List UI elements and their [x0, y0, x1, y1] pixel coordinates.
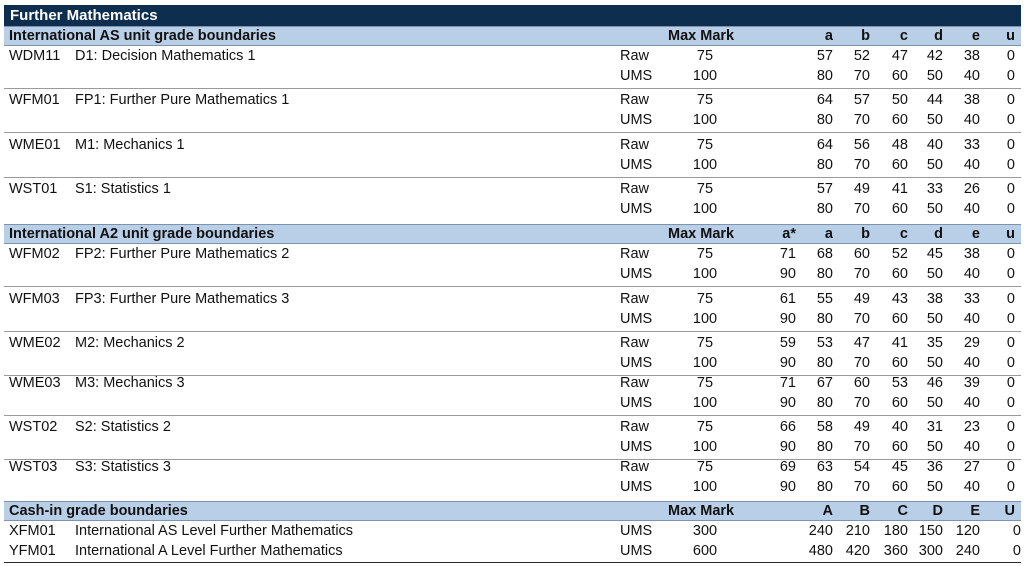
grade-value: 50 [926, 266, 943, 282]
unit-code: WST03 [9, 459, 58, 475]
raw-label: Raw [620, 181, 650, 197]
unit-code: WST01 [9, 181, 58, 197]
unit-name: S1: Statistics 1 [75, 181, 171, 197]
ums-label: UMS [620, 543, 653, 559]
grade-value: 38 [963, 246, 980, 262]
grade-header: d [934, 28, 943, 44]
max-mark-value: 75 [696, 246, 714, 262]
grade-value: 50 [926, 311, 943, 327]
grade-value: 0 [1006, 246, 1015, 262]
raw-label: Raw [620, 137, 650, 153]
grade-value: 40 [963, 68, 980, 84]
grade-value: 60 [891, 112, 908, 128]
grade-value: 90 [779, 266, 796, 282]
unit-code: WME02 [9, 335, 61, 351]
grade-header: a [824, 28, 833, 44]
ums-label: UMS [620, 157, 653, 173]
grade-header: c [899, 226, 908, 242]
qualification-name: International AS Level Further Mathematics [75, 523, 354, 539]
raw-label: Raw [620, 92, 650, 108]
grade-value: 180 [883, 523, 908, 539]
grade-value: 80 [816, 479, 833, 495]
row-divider [4, 88, 1021, 89]
grade-value: 0 [1006, 355, 1015, 371]
unit-name: S3: Statistics 3 [75, 459, 171, 475]
grade-header: b [861, 226, 870, 242]
grade-value: 60 [891, 355, 908, 371]
grade-value: 47 [891, 48, 908, 64]
max-mark-value: 100 [692, 112, 718, 128]
grade-header: U [1004, 503, 1015, 519]
grade-value: 0 [1006, 419, 1015, 435]
max-mark-value: 600 [692, 543, 718, 559]
grade-value: 80 [816, 157, 833, 173]
grade-value: 0 [1006, 266, 1015, 282]
grade-value: 0 [1006, 92, 1015, 108]
grade-value: 70 [853, 157, 870, 173]
raw-label: Raw [620, 48, 650, 64]
raw-label: Raw [620, 419, 650, 435]
grade-header: a [824, 226, 833, 242]
grade-header: e [971, 226, 980, 242]
ums-label: UMS [620, 201, 653, 217]
qualification-name: International A Level Further Mathematics [75, 543, 343, 559]
grade-value: 38 [926, 291, 943, 307]
grade-value: 49 [853, 419, 870, 435]
grade-value: 0 [1006, 459, 1015, 475]
max-mark-value: 100 [692, 479, 718, 495]
grade-value: 58 [816, 419, 833, 435]
grade-value: 38 [963, 48, 980, 64]
max-mark-value: 100 [692, 311, 718, 327]
grade-value: 150 [918, 523, 943, 539]
grade-value: 60 [891, 311, 908, 327]
max-mark-value: 100 [692, 395, 718, 411]
grade-value: 40 [963, 479, 980, 495]
grade-value: 50 [926, 201, 943, 217]
grade-value: 31 [926, 419, 943, 435]
grade-value: 0 [1006, 181, 1015, 197]
grade-value: 70 [853, 355, 870, 371]
max-mark-value: 100 [692, 439, 718, 455]
grade-value: 50 [926, 68, 943, 84]
grade-value: 90 [779, 311, 796, 327]
grade-value: 60 [853, 246, 870, 262]
grade-value: 66 [779, 419, 796, 435]
grade-value: 360 [883, 543, 908, 559]
grade-value: 36 [926, 459, 943, 475]
grade-value: 0 [1006, 291, 1015, 307]
grade-value: 60 [891, 157, 908, 173]
ums-label: UMS [620, 395, 653, 411]
max-mark-value: 75 [696, 459, 714, 475]
max-mark-value: 75 [696, 335, 714, 351]
max-mark-header: Max Mark [668, 28, 735, 44]
grade-value: 50 [926, 395, 943, 411]
grade-value: 0 [1006, 311, 1015, 327]
unit-code: WFM02 [9, 246, 60, 262]
max-mark-header: Max Mark [668, 226, 735, 242]
grade-value: 46 [926, 375, 943, 391]
grade-value: 0 [1006, 157, 1015, 173]
ums-label: UMS [620, 68, 653, 84]
max-mark-value: 300 [692, 523, 718, 539]
qualification-code: XFM01 [9, 523, 56, 539]
grade-value: 0 [1006, 68, 1015, 84]
grade-header: d [934, 226, 943, 242]
grade-value: 50 [926, 157, 943, 173]
grade-value: 0 [1006, 395, 1015, 411]
unit-name: S2: Statistics 2 [75, 419, 171, 435]
grade-value: 53 [816, 335, 833, 351]
grade-value: 70 [853, 266, 870, 282]
grade-value: 0 [1006, 137, 1015, 153]
raw-label: Raw [620, 246, 650, 262]
grade-value: 55 [816, 291, 833, 307]
grade-value: 45 [891, 459, 908, 475]
grade-value: 44 [926, 92, 943, 108]
max-mark-header: Max Mark [668, 503, 735, 519]
grade-value: 64 [816, 137, 833, 153]
grade-value: 50 [926, 112, 943, 128]
unit-code: WDM11 [9, 48, 61, 64]
grade-value: 90 [779, 355, 796, 371]
grade-value: 80 [816, 395, 833, 411]
grade-value: 33 [926, 181, 943, 197]
unit-code: WST02 [9, 419, 58, 435]
grade-value: 70 [853, 68, 870, 84]
ums-label: UMS [620, 112, 653, 128]
grade-value: 40 [963, 355, 980, 371]
grade-value: 40 [963, 112, 980, 128]
max-mark-value: 75 [696, 92, 714, 108]
max-mark-value: 75 [696, 375, 714, 391]
grade-value: 80 [816, 112, 833, 128]
max-mark-value: 75 [696, 48, 714, 64]
row-divider [4, 132, 1021, 133]
grade-value: 49 [853, 291, 870, 307]
max-mark-value: 75 [696, 291, 714, 307]
grade-value: 80 [816, 311, 833, 327]
unit-name: D1: Decision Mathematics 1 [75, 48, 256, 64]
grade-header: a* [782, 226, 796, 242]
grade-value: 33 [963, 137, 980, 153]
grade-value: 56 [853, 137, 870, 153]
grade-value: 0 [1006, 201, 1015, 217]
grade-value: 40 [963, 395, 980, 411]
unit-code: WFM01 [9, 92, 60, 108]
grade-value: 57 [816, 48, 833, 64]
grade-value: 71 [779, 246, 796, 262]
row-divider [4, 562, 1021, 563]
grade-value: 60 [891, 439, 908, 455]
grade-value: 40 [891, 419, 908, 435]
raw-label: Raw [620, 335, 650, 351]
grade-value: 90 [779, 439, 796, 455]
grade-value: 54 [853, 459, 870, 475]
grade-value: 60 [853, 375, 870, 391]
row-divider [4, 415, 1021, 416]
grade-value: 70 [853, 112, 870, 128]
grade-value: 47 [853, 335, 870, 351]
grade-value: 70 [853, 439, 870, 455]
unit-name: M2: Mechanics 2 [75, 335, 185, 351]
section-heading: International A2 unit grade boundaries [9, 226, 275, 242]
grade-value: 40 [963, 201, 980, 217]
grade-value: 80 [816, 439, 833, 455]
grade-value: 39 [963, 375, 980, 391]
grade-value: 300 [918, 543, 943, 559]
grade-value: 210 [845, 523, 870, 539]
raw-label: Raw [620, 375, 650, 391]
grade-value: 49 [853, 181, 870, 197]
unit-name: FP2: Further Pure Mathematics 2 [75, 246, 290, 262]
grade-value: 40 [963, 311, 980, 327]
grade-value: 70 [853, 201, 870, 217]
grade-value: 26 [963, 181, 980, 197]
row-divider [4, 177, 1021, 178]
grade-value: 80 [816, 201, 833, 217]
grade-header: A [822, 503, 833, 519]
grade-value: 120 [955, 523, 980, 539]
ums-label: UMS [620, 439, 653, 455]
grade-value: 0 [1012, 523, 1021, 539]
section-heading: International AS unit grade boundaries [9, 28, 276, 44]
grade-header: u [1006, 226, 1015, 242]
grade-value: 57 [853, 92, 870, 108]
grade-value: 38 [963, 92, 980, 108]
grade-value: 29 [963, 335, 980, 351]
grade-value: 40 [963, 157, 980, 173]
grade-value: 80 [816, 266, 833, 282]
grade-header: c [899, 28, 908, 44]
unit-name: M1: Mechanics 1 [75, 137, 185, 153]
grade-value: 240 [808, 523, 833, 539]
grade-value: 64 [816, 92, 833, 108]
grade-value: 60 [891, 68, 908, 84]
ums-label: UMS [620, 311, 653, 327]
max-mark-value: 75 [696, 419, 714, 435]
raw-label: Raw [620, 459, 650, 475]
qualification-code: YFM01 [9, 543, 56, 559]
unit-code: WME03 [9, 375, 61, 391]
max-mark-value: 100 [692, 157, 718, 173]
grade-value: 41 [891, 181, 908, 197]
grade-value: 50 [926, 355, 943, 371]
grade-value: 27 [963, 459, 980, 475]
unit-code: WME01 [9, 137, 61, 153]
grade-value: 60 [891, 479, 908, 495]
grade-value: 80 [816, 68, 833, 84]
row-divider [4, 331, 1021, 332]
grade-value: 0 [1006, 479, 1015, 495]
grade-value: 23 [963, 419, 980, 435]
grade-value: 90 [779, 395, 796, 411]
grade-value: 40 [963, 266, 980, 282]
grade-value: 33 [963, 291, 980, 307]
grade-value: 41 [891, 335, 908, 351]
grade-value: 50 [926, 439, 943, 455]
grade-value: 53 [891, 375, 908, 391]
grade-value: 480 [808, 543, 833, 559]
grade-value: 48 [891, 137, 908, 153]
grade-header: u [1006, 28, 1015, 44]
grade-value: 45 [926, 246, 943, 262]
grade-value: 50 [891, 92, 908, 108]
grade-value: 60 [891, 201, 908, 217]
unit-name: FP3: Further Pure Mathematics 3 [75, 291, 290, 307]
grade-value: 0 [1006, 48, 1015, 64]
row-divider [4, 286, 1021, 287]
max-mark-value: 100 [692, 201, 718, 217]
grade-value: 40 [926, 137, 943, 153]
max-mark-value: 75 [696, 137, 714, 153]
grade-value: 35 [926, 335, 943, 351]
max-mark-value: 100 [692, 68, 718, 84]
grade-value: 0 [1006, 375, 1015, 391]
grade-value: 50 [926, 479, 943, 495]
grade-value: 240 [955, 543, 980, 559]
grade-value: 0 [1006, 335, 1015, 351]
max-mark-value: 100 [692, 355, 718, 371]
grade-value: 57 [816, 181, 833, 197]
grade-header: D [932, 503, 943, 519]
grade-header: C [897, 503, 908, 519]
grade-value: 59 [779, 335, 796, 351]
unit-code: WFM03 [9, 291, 60, 307]
grade-value: 90 [779, 479, 796, 495]
grade-value: 70 [853, 395, 870, 411]
grade-value: 70 [853, 311, 870, 327]
grade-value: 63 [816, 459, 833, 475]
grade-header: B [859, 503, 870, 519]
grade-value: 61 [779, 291, 796, 307]
grade-value: 52 [891, 246, 908, 262]
grade-value: 71 [779, 375, 796, 391]
grade-value: 67 [816, 375, 833, 391]
ums-label: UMS [620, 523, 653, 539]
max-mark-value: 100 [692, 266, 718, 282]
ums-label: UMS [620, 266, 653, 282]
grade-value: 52 [853, 48, 870, 64]
unit-name: FP1: Further Pure Mathematics 1 [75, 92, 290, 108]
grade-value: 42 [926, 48, 943, 64]
grade-header: e [971, 28, 980, 44]
grade-value: 0 [1006, 439, 1015, 455]
page-title: Further Mathematics [4, 5, 1021, 26]
grade-value: 40 [963, 439, 980, 455]
grade-value: 420 [845, 543, 870, 559]
grade-header: E [970, 503, 980, 519]
grade-value: 43 [891, 291, 908, 307]
grade-value: 68 [816, 246, 833, 262]
grade-value: 70 [853, 479, 870, 495]
section-heading: Cash-in grade boundaries [9, 503, 188, 519]
grade-value: 60 [891, 266, 908, 282]
raw-label: Raw [620, 291, 650, 307]
unit-name: M3: Mechanics 3 [75, 375, 185, 391]
grade-value: 60 [891, 395, 908, 411]
grade-value: 0 [1006, 112, 1015, 128]
ums-label: UMS [620, 355, 653, 371]
grade-value: 0 [1012, 543, 1021, 559]
grade-value: 80 [816, 355, 833, 371]
max-mark-value: 75 [696, 181, 714, 197]
grade-value: 69 [779, 459, 796, 475]
grade-header: b [861, 28, 870, 44]
ums-label: UMS [620, 479, 653, 495]
